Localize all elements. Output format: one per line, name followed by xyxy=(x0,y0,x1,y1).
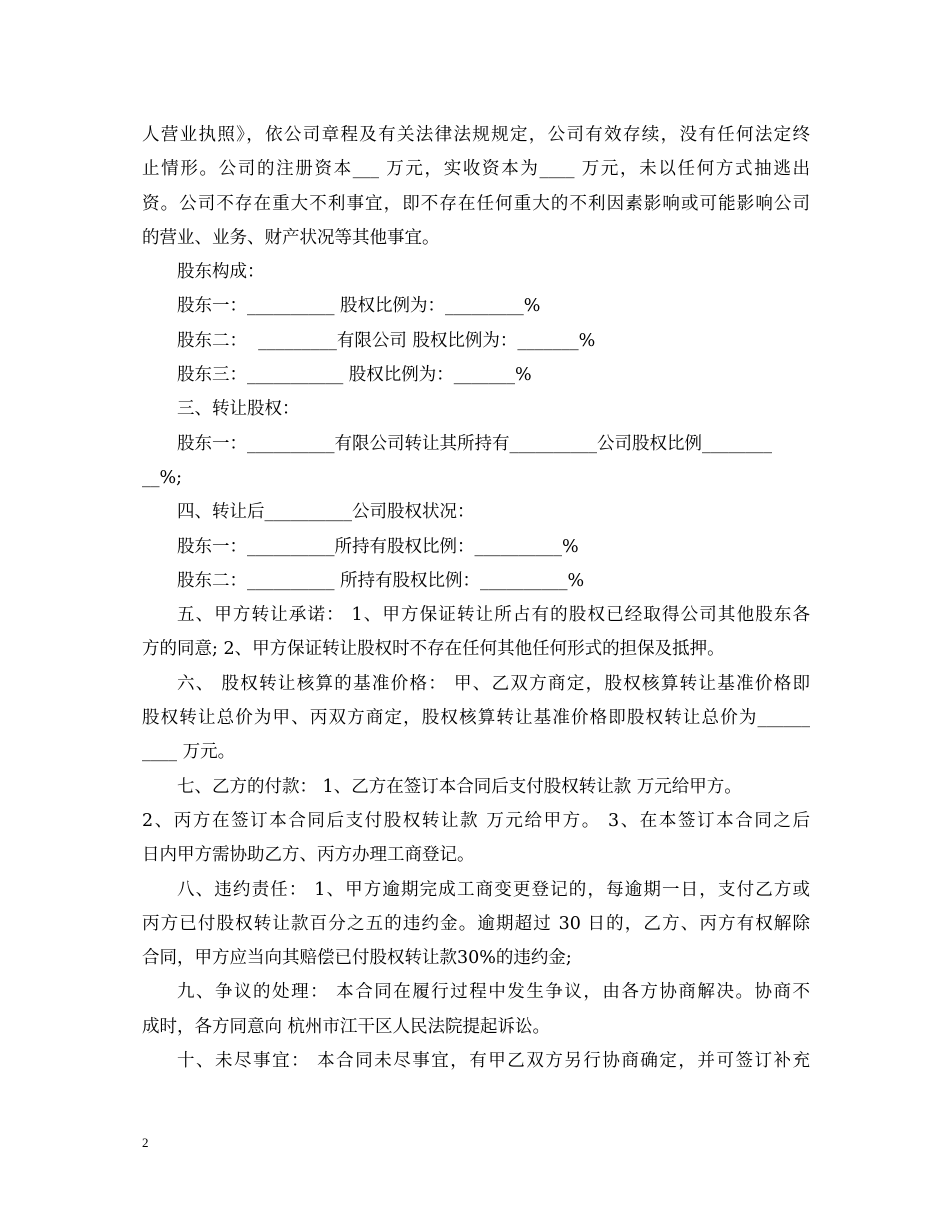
paragraph-line: 成时，各方同意向 杭州市江干区人民法院提起诉讼。 xyxy=(142,1016,551,1037)
paragraph-line: 六、 股权转让核算的基准价格： 甲、乙双方商定，股权核算转让基准价格即 xyxy=(177,673,810,694)
paragraph-line: ____ 万元。 xyxy=(142,742,236,763)
paragraph-line: 股权转让总价为甲、丙双方商定，股权核算转让基准价格即股权转让总价为______ xyxy=(142,708,810,729)
paragraph-line: 2、丙方在签订本合同后支付股权转让款 万元给甲方。 3、在本签订本合同之后 xyxy=(142,810,810,831)
paragraph-line: 合同，甲方应当向其赔偿已付股权转让款30%的违约金; xyxy=(142,948,572,969)
paragraph-line: 止情形。公司的注册资本___ 万元，实收资本为____ 万元，未以任何方式抽逃出 xyxy=(142,159,810,180)
paragraph-line: 五、甲方转让承诺： 1、甲方保证转让所占有的股权已经取得公司其他股东各 xyxy=(177,605,810,626)
document-body xyxy=(142,118,810,1078)
paragraph-line: 方的同意; 2、甲方保证转让股权时不存在任何其他任何形式的担保及抵押。 xyxy=(142,639,725,660)
paragraph-line: 的营业、业务、财产状况等其他事宜。 xyxy=(142,227,440,248)
paragraph-line: 丙方已付股权转让款百分之五的违约金。逾期超过 30 日的，乙方、丙方有权解除 xyxy=(142,913,810,934)
paragraph-line: 股东一：__________有限公司转让其所持有__________公司股权比例________ xyxy=(177,433,772,454)
page-number: 2 xyxy=(142,1135,149,1150)
section-heading: 股东构成： xyxy=(177,262,265,283)
paragraph-line: 七、乙方的付款： 1、乙方在签订本合同后支付股权转让款 万元给甲方。 xyxy=(177,776,742,797)
paragraph-line: 十、未尽事宜： 本合同未尽事宜，有甲乙双方另行协商确定，并可签订补充 xyxy=(177,1051,810,1072)
shareholder-line: 股东二：__________ 所持有股权比例：__________% xyxy=(177,570,585,591)
paragraph-line: 日内甲方需协助乙方、丙方办理工商登记。 xyxy=(142,845,475,866)
section-heading: 三、转让股权： xyxy=(177,399,300,420)
paragraph-line: 资。公司不存在重大不利事宜，即不存在任何重大的不利因素影响或可能影响公司 xyxy=(142,193,810,214)
section-heading: 四、转让后__________公司股权状况： xyxy=(177,502,475,523)
paragraph-line: __%; xyxy=(142,467,183,488)
paragraph-line: 九、争议的处理： 本合同在履行过程中发生争议，由各方协商解决。协商不 xyxy=(177,982,810,1003)
shareholder-line: 股东一：__________所持有股权比例：__________% xyxy=(177,536,579,557)
shareholder-line: 股东二： _________有限公司 股权比例为：_______% xyxy=(177,330,596,351)
paragraph-line: 八、违约责任： 1、甲方逾期完成工商变更登记的，每逾期一日，支付乙方或 xyxy=(177,879,810,900)
shareholder-line: 股东三：___________ 股权比例为：_______% xyxy=(177,365,532,386)
paragraph-line: 人营业执照》，依公司章程及有关法律法规规定，公司有效存续，没有任何法定终 xyxy=(142,125,810,145)
shareholder-line: 股东一：__________ 股权比例为：_________% xyxy=(177,296,541,317)
